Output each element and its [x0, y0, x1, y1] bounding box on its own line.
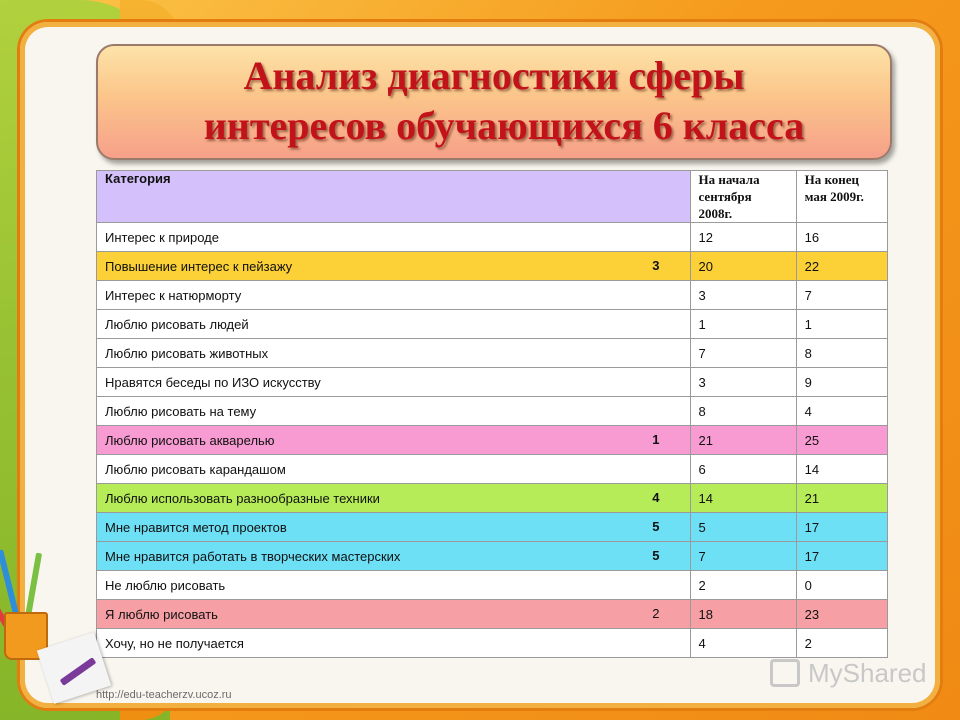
category-label: Я люблю рисовать — [105, 606, 218, 622]
start-value-cell: 20 — [690, 252, 796, 281]
category-cell — [97, 426, 691, 455]
end-value-cell: 8 — [796, 339, 887, 368]
table-header-row — [97, 171, 888, 223]
table-row — [97, 571, 888, 600]
rank-badge: 3 — [652, 258, 660, 273]
category-cell — [97, 368, 691, 397]
table-row — [97, 513, 888, 542]
start-value-cell: 3 — [690, 368, 796, 397]
category-cell — [97, 600, 691, 629]
start-value-cell: 7 — [690, 339, 796, 368]
table-row — [97, 455, 888, 484]
table-row — [97, 339, 888, 368]
category-label: Повышение интерес к пейзажу — [105, 258, 293, 274]
title-line-1: Анализ диагностики сферы — [243, 53, 745, 98]
table-row — [97, 542, 888, 571]
start-value-cell: 14 — [690, 484, 796, 513]
category-cell — [97, 397, 691, 426]
table-row — [97, 310, 888, 339]
table-row — [97, 223, 888, 252]
start-value-cell: 6 — [690, 455, 796, 484]
table-row — [97, 484, 888, 513]
rank-badge: 5 — [652, 519, 660, 534]
end-value-cell: 4 — [796, 397, 887, 426]
category-label: Мне нравится работать в творческих мастерских — [105, 548, 401, 564]
start-value-cell: 8 — [690, 397, 796, 426]
title-line-2: интересов обучающихся 6 класса — [203, 103, 805, 148]
rank-badge: 1 — [652, 432, 660, 447]
category-cell — [97, 252, 691, 281]
start-value-cell: 1 — [690, 310, 796, 339]
header-end — [796, 171, 887, 223]
end-value-cell: 23 — [796, 600, 887, 629]
rank-badge: 2 — [652, 606, 660, 621]
end-value-cell: 21 — [796, 484, 887, 513]
category-label: Хочу, но не получается — [105, 635, 244, 651]
start-value-cell: 18 — [690, 600, 796, 629]
category-cell — [97, 223, 691, 252]
header-start — [690, 171, 796, 223]
table-row — [97, 252, 888, 281]
table-row — [97, 600, 888, 629]
end-value-cell: 17 — [796, 542, 887, 571]
end-value-cell: 7 — [796, 281, 887, 310]
category-cell — [97, 629, 691, 658]
header-end-line: мая 2009г. — [804, 189, 864, 204]
header-start-line: 2008г. — [698, 206, 733, 221]
start-value-cell: 3 — [690, 281, 796, 310]
category-label: Нравятся беседы по ИЗО искусству — [105, 374, 321, 390]
start-value-cell: 4 — [690, 629, 796, 658]
category-cell — [97, 542, 691, 571]
end-value-cell: 16 — [796, 223, 887, 252]
end-value-cell: 25 — [796, 426, 887, 455]
end-value-cell: 1 — [796, 310, 887, 339]
table-row — [97, 281, 888, 310]
start-value-cell: 5 — [690, 513, 796, 542]
end-value-cell: 22 — [796, 252, 887, 281]
start-value-cell: 2 — [690, 571, 796, 600]
table-body — [97, 223, 888, 658]
end-value-cell: 17 — [796, 513, 887, 542]
category-label: Мне нравится метод проектов — [105, 519, 287, 535]
title-box — [96, 44, 892, 160]
end-value-cell: 0 — [796, 571, 887, 600]
category-label: Не люблю рисовать — [105, 577, 226, 593]
category-label: Люблю рисовать на тему — [105, 403, 257, 419]
category-cell — [97, 513, 691, 542]
start-value-cell: 12 — [690, 223, 796, 252]
category-cell — [97, 339, 691, 368]
category-cell — [97, 455, 691, 484]
header-start-line: На начала — [698, 172, 760, 187]
category-label: Люблю рисовать карандашом — [105, 461, 286, 477]
watermark-text: MyShared — [808, 658, 927, 688]
category-label: Интерес к природе — [105, 229, 219, 245]
start-value-cell: 21 — [690, 426, 796, 455]
header-end-line: На конец — [804, 172, 860, 187]
footer-url: http://edu-teacherzv.ucoz.ru — [96, 689, 232, 701]
start-value-cell: 7 — [690, 542, 796, 571]
category-label: Люблю использовать разнообразные техники — [105, 490, 380, 506]
interest-table — [96, 170, 888, 658]
rank-badge: 4 — [652, 490, 660, 505]
presentation-icon — [770, 659, 800, 687]
end-value-cell: 2 — [796, 629, 887, 658]
category-cell — [97, 281, 691, 310]
table-row — [97, 629, 888, 658]
end-value-cell: 9 — [796, 368, 887, 397]
category-cell — [97, 310, 691, 339]
table-row — [97, 426, 888, 455]
table-row — [97, 397, 888, 426]
header-category: Категория — [97, 171, 691, 223]
end-value-cell: 14 — [796, 455, 887, 484]
category-label: Люблю рисовать животных — [105, 345, 269, 361]
header-start-line: сентября — [698, 189, 752, 204]
rank-badge: 5 — [652, 548, 660, 563]
category-cell — [97, 571, 691, 600]
category-label: Люблю рисовать людей — [105, 316, 249, 332]
category-cell — [97, 484, 691, 513]
watermark — [770, 656, 930, 696]
table-row — [97, 368, 888, 397]
category-label: Люблю рисовать акварелью — [105, 432, 275, 448]
category-label: Интерес к натюрморту — [105, 287, 242, 303]
